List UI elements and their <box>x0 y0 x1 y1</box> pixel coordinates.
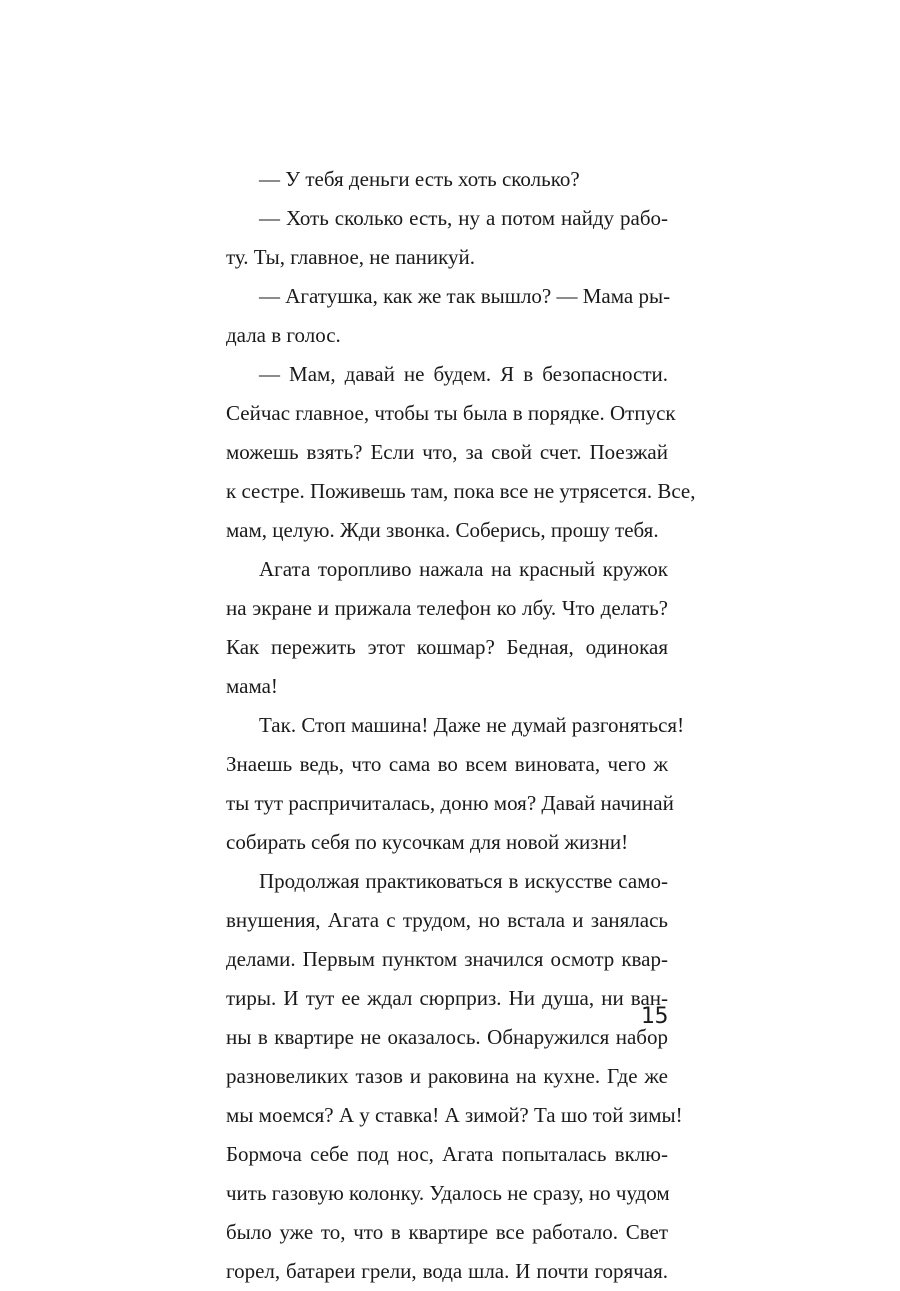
text-line: внушения, Агата с трудом, но встала и занялась <box>226 908 668 932</box>
page-number: 15 <box>641 1004 668 1029</box>
text-line: Сейчас главное, чтобы ты была в порядке. Отпуск <box>226 401 676 425</box>
text-line: ты тут распричиталась, доню моя? Давай начинай <box>226 791 674 815</box>
text-line: ны в квартире не оказалось. Обнаружился набор <box>226 1025 668 1049</box>
text-line: на экране и прижала телефон ко лбу. Что делать? <box>226 596 668 620</box>
text-line: дала в голос. <box>226 323 341 347</box>
text-line: — Хоть сколько есть, ну а потом найду рабо- <box>259 206 668 230</box>
text-line: Так. Стоп машина! Даже не думай разгоняться! <box>259 713 685 737</box>
text-line: мы моемся? А у ставка! А зимой? Та шо той зимы! <box>226 1103 683 1127</box>
text-line: Агата торопливо нажала на красный кружок <box>259 557 668 581</box>
text-line: делами. Первым пунктом значился осмотр квар- <box>226 947 668 971</box>
text-line: — У тебя деньги есть хоть сколько? <box>259 167 580 191</box>
text-line: к сестре. Поживешь там, пока все не утрясется. Все, <box>226 479 696 503</box>
text-line: Бормоча себе под нос, Агата попыталась вклю- <box>226 1142 668 1166</box>
text-line: — Агатушка, как же так вышло? — Мама ры- <box>259 284 671 308</box>
text-line: разновеликих тазов и раковина на кухне. Где же <box>226 1064 668 1088</box>
text-line: чить газовую колонку. Удалось не сразу, но чудом <box>226 1181 670 1205</box>
text-line: Как пережить этот кошмар? Бедная, одинокая <box>226 635 668 659</box>
text-line: можешь взять? Если что, за свой счет. Поезжай <box>226 440 668 464</box>
text-line: — Мам, давай не будем. Я в безопасности. <box>259 362 668 386</box>
text-line: мама! <box>226 674 278 698</box>
text-line: Продолжая практиковаться в искусстве само- <box>259 869 668 893</box>
text-line: Знаешь ведь, что сама во всем виновата, чего ж <box>226 752 668 776</box>
text-line: собирать себя по кусочкам для новой жизни! <box>226 830 629 854</box>
body-text <box>226 160 696 1291</box>
text-line: горел, батареи грели, вода шла. И почти горячая. <box>226 1259 668 1283</box>
text-line: тиры. И тут ее ждал сюрприз. Ни душа, ни ван- <box>226 986 668 1010</box>
text-line: ту. Ты, главное, не паникуй. <box>226 245 476 269</box>
text-line: мам, целую. Жди звонка. Соберись, прошу тебя. <box>226 518 659 542</box>
text-line: было уже то, что в квартире все работало. Свет <box>226 1220 668 1244</box>
